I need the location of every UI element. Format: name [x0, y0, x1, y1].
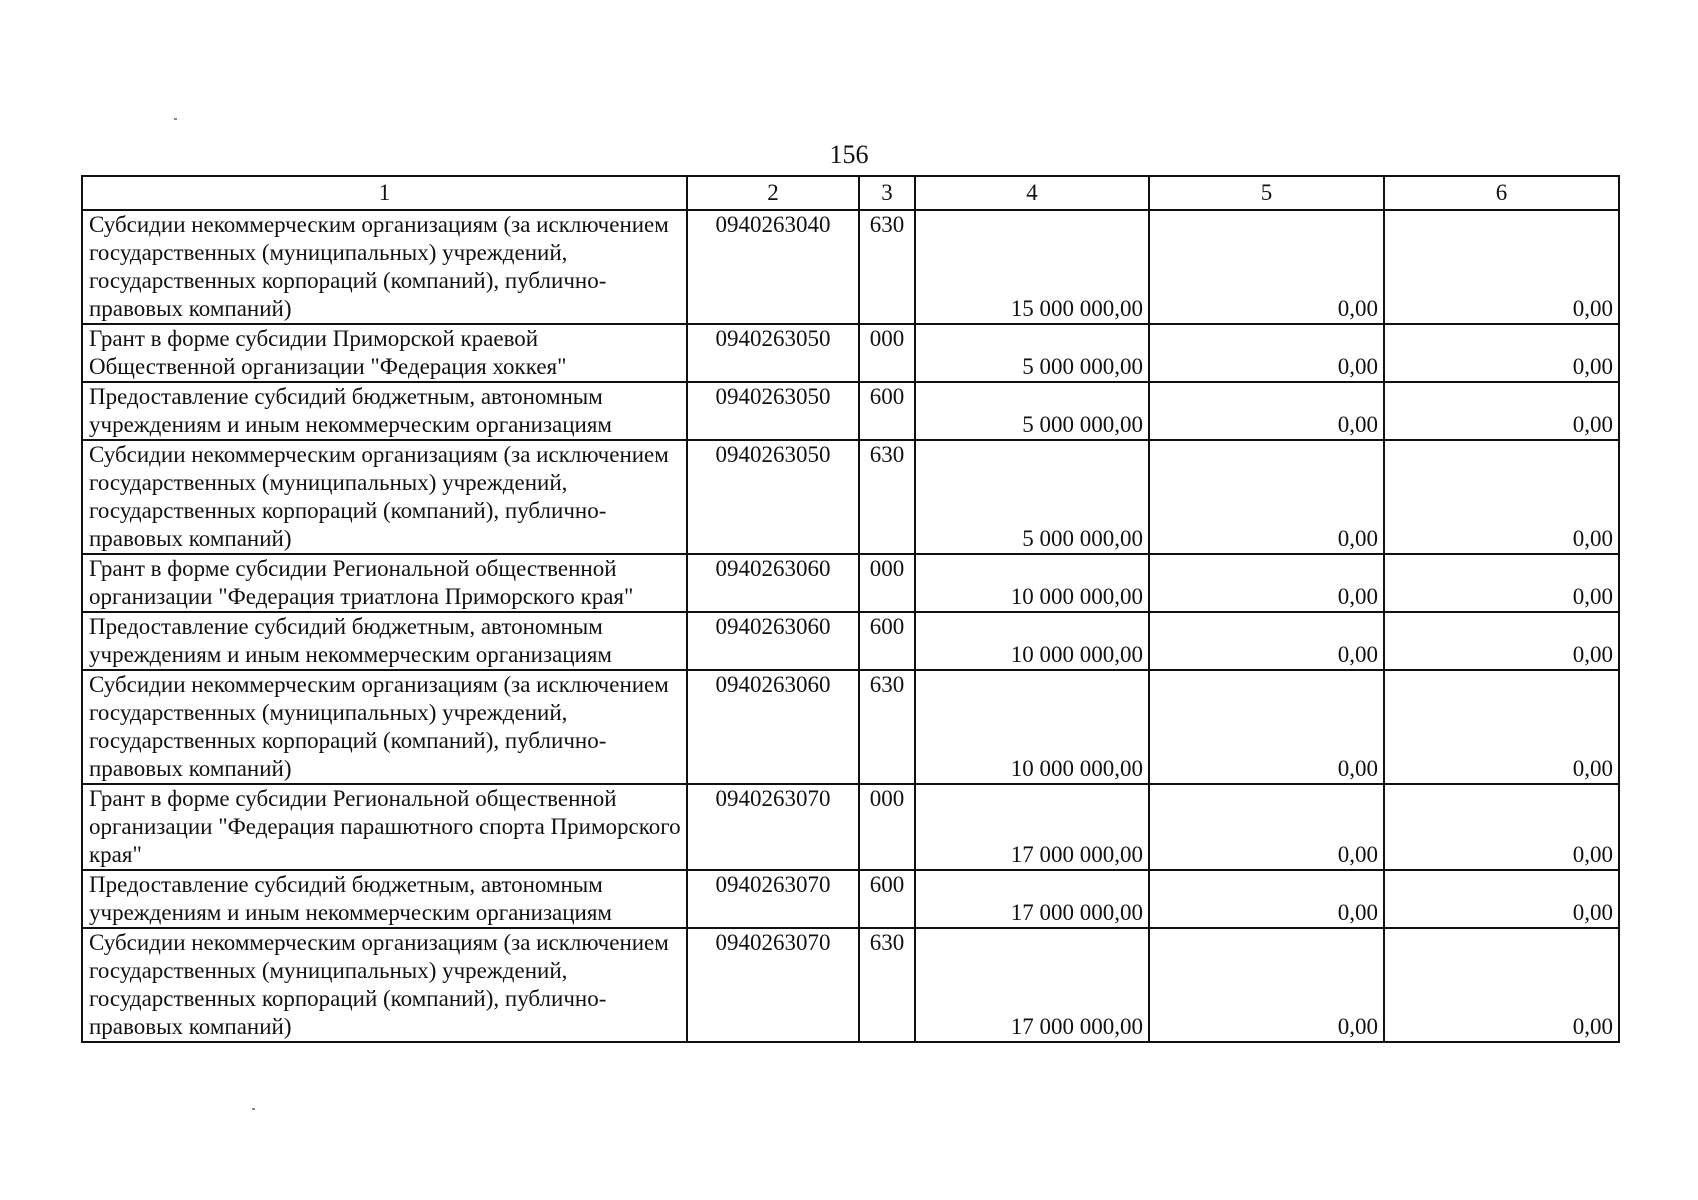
row-amount-col5: 0,00 — [1149, 324, 1384, 382]
row-code: 0940263070 — [687, 928, 859, 1042]
row-amount-col4: 10 000 000,00 — [915, 670, 1149, 784]
row-code: 0940263060 — [687, 554, 859, 612]
scan-speck — [252, 1108, 255, 1110]
row-type: 600 — [859, 612, 915, 670]
row-amount-col4: 10 000 000,00 — [915, 554, 1149, 612]
table-row — [82, 784, 1619, 870]
row-amount-col4: 17 000 000,00 — [915, 870, 1149, 928]
row-amount-col6: 0,00 — [1384, 870, 1619, 928]
row-description: Предоставление субсидий бюджетным, автономным учреждениям и иным некоммерческим организациям — [82, 382, 687, 440]
row-code: 0940263050 — [687, 440, 859, 554]
row-code: 0940263060 — [687, 670, 859, 784]
row-description: Субсидии некоммерческим организациям (за исключением государственных (муниципальных) учреждений, государственных корпораций (компаний), публично-правовых компаний) — [82, 928, 687, 1042]
page-number: 156 — [829, 140, 869, 169]
row-type: 000 — [859, 784, 915, 870]
row-type: 630 — [859, 670, 915, 784]
table-row — [82, 382, 1619, 440]
column-header-5: 5 — [1149, 176, 1384, 210]
row-type: 600 — [859, 382, 915, 440]
row-code: 0940263050 — [687, 324, 859, 382]
row-amount-col6: 0,00 — [1384, 440, 1619, 554]
row-amount-col4: 17 000 000,00 — [915, 784, 1149, 870]
table-row — [82, 210, 1619, 324]
scan-speck — [174, 118, 177, 120]
row-description: Предоставление субсидий бюджетным, автономным учреждениям и иным некоммерческим организациям — [82, 612, 687, 670]
table-row — [82, 670, 1619, 784]
row-type: 000 — [859, 324, 915, 382]
table-row — [82, 928, 1619, 1042]
row-amount-col6: 0,00 — [1384, 324, 1619, 382]
row-amount-col5: 0,00 — [1149, 382, 1384, 440]
row-amount-col5: 0,00 — [1149, 210, 1384, 324]
row-description: Субсидии некоммерческим организациям (за исключением государственных (муниципальных) учреждений, государственных корпораций (компаний), публично-правовых компаний) — [82, 670, 687, 784]
row-description: Грант в форме субсидии Приморской краевой Общественной организации "Федерация хоккея" — [82, 324, 687, 382]
row-amount-col5: 0,00 — [1149, 440, 1384, 554]
row-description: Субсидии некоммерческим организациям (за исключением государственных (муниципальных) учреждений, государственных корпораций (компаний), публично-правовых компаний) — [82, 210, 687, 324]
table-row — [82, 324, 1619, 382]
row-amount-col6: 0,00 — [1384, 554, 1619, 612]
row-amount-col4: 15 000 000,00 — [915, 210, 1149, 324]
row-amount-col4: 5 000 000,00 — [915, 382, 1149, 440]
column-header-4: 4 — [915, 176, 1149, 210]
row-type: 630 — [859, 210, 915, 324]
row-amount-col6: 0,00 — [1384, 928, 1619, 1042]
row-code: 0940263050 — [687, 382, 859, 440]
row-description: Субсидии некоммерческим организациям (за исключением государственных (муниципальных) учреждений, государственных корпораций (компаний), публично-правовых компаний) — [82, 440, 687, 554]
row-amount-col5: 0,00 — [1149, 928, 1384, 1042]
table-row — [82, 870, 1619, 928]
table-row — [82, 554, 1619, 612]
row-amount-col5: 0,00 — [1149, 670, 1384, 784]
row-amount-col5: 0,00 — [1149, 784, 1384, 870]
row-amount-col6: 0,00 — [1384, 612, 1619, 670]
row-code: 0940263060 — [687, 612, 859, 670]
row-code: 0940263040 — [687, 210, 859, 324]
row-type: 630 — [859, 928, 915, 1042]
row-amount-col4: 10 000 000,00 — [915, 612, 1149, 670]
row-description: Грант в форме субсидии Региональной общественной организации "Федерация парашютного спорта Приморского края" — [82, 784, 687, 870]
budget-table — [81, 175, 1620, 1043]
row-amount-col6: 0,00 — [1384, 784, 1619, 870]
row-type: 000 — [859, 554, 915, 612]
row-code: 0940263070 — [687, 784, 859, 870]
header-row — [82, 176, 1619, 210]
table-row — [82, 612, 1619, 670]
column-header-6: 6 — [1384, 176, 1619, 210]
row-amount-col5: 0,00 — [1149, 554, 1384, 612]
row-description: Предоставление субсидий бюджетным, автономным учреждениям и иным некоммерческим организациям — [82, 870, 687, 928]
row-description: Грант в форме субсидии Региональной общественной организации "Федерация триатлона Приморского края" — [82, 554, 687, 612]
row-amount-col6: 0,00 — [1384, 382, 1619, 440]
table-row — [82, 440, 1619, 554]
column-header-3: 3 — [859, 176, 915, 210]
row-code: 0940263070 — [687, 870, 859, 928]
row-type: 600 — [859, 870, 915, 928]
column-header-1: 1 — [82, 176, 687, 210]
row-amount-col4: 17 000 000,00 — [915, 928, 1149, 1042]
row-amount-col5: 0,00 — [1149, 870, 1384, 928]
row-amount-col4: 5 000 000,00 — [915, 440, 1149, 554]
row-amount-col6: 0,00 — [1384, 670, 1619, 784]
row-amount-col4: 5 000 000,00 — [915, 324, 1149, 382]
row-type: 630 — [859, 440, 915, 554]
row-amount-col5: 0,00 — [1149, 612, 1384, 670]
column-header-2: 2 — [687, 176, 859, 210]
row-amount-col6: 0,00 — [1384, 210, 1619, 324]
